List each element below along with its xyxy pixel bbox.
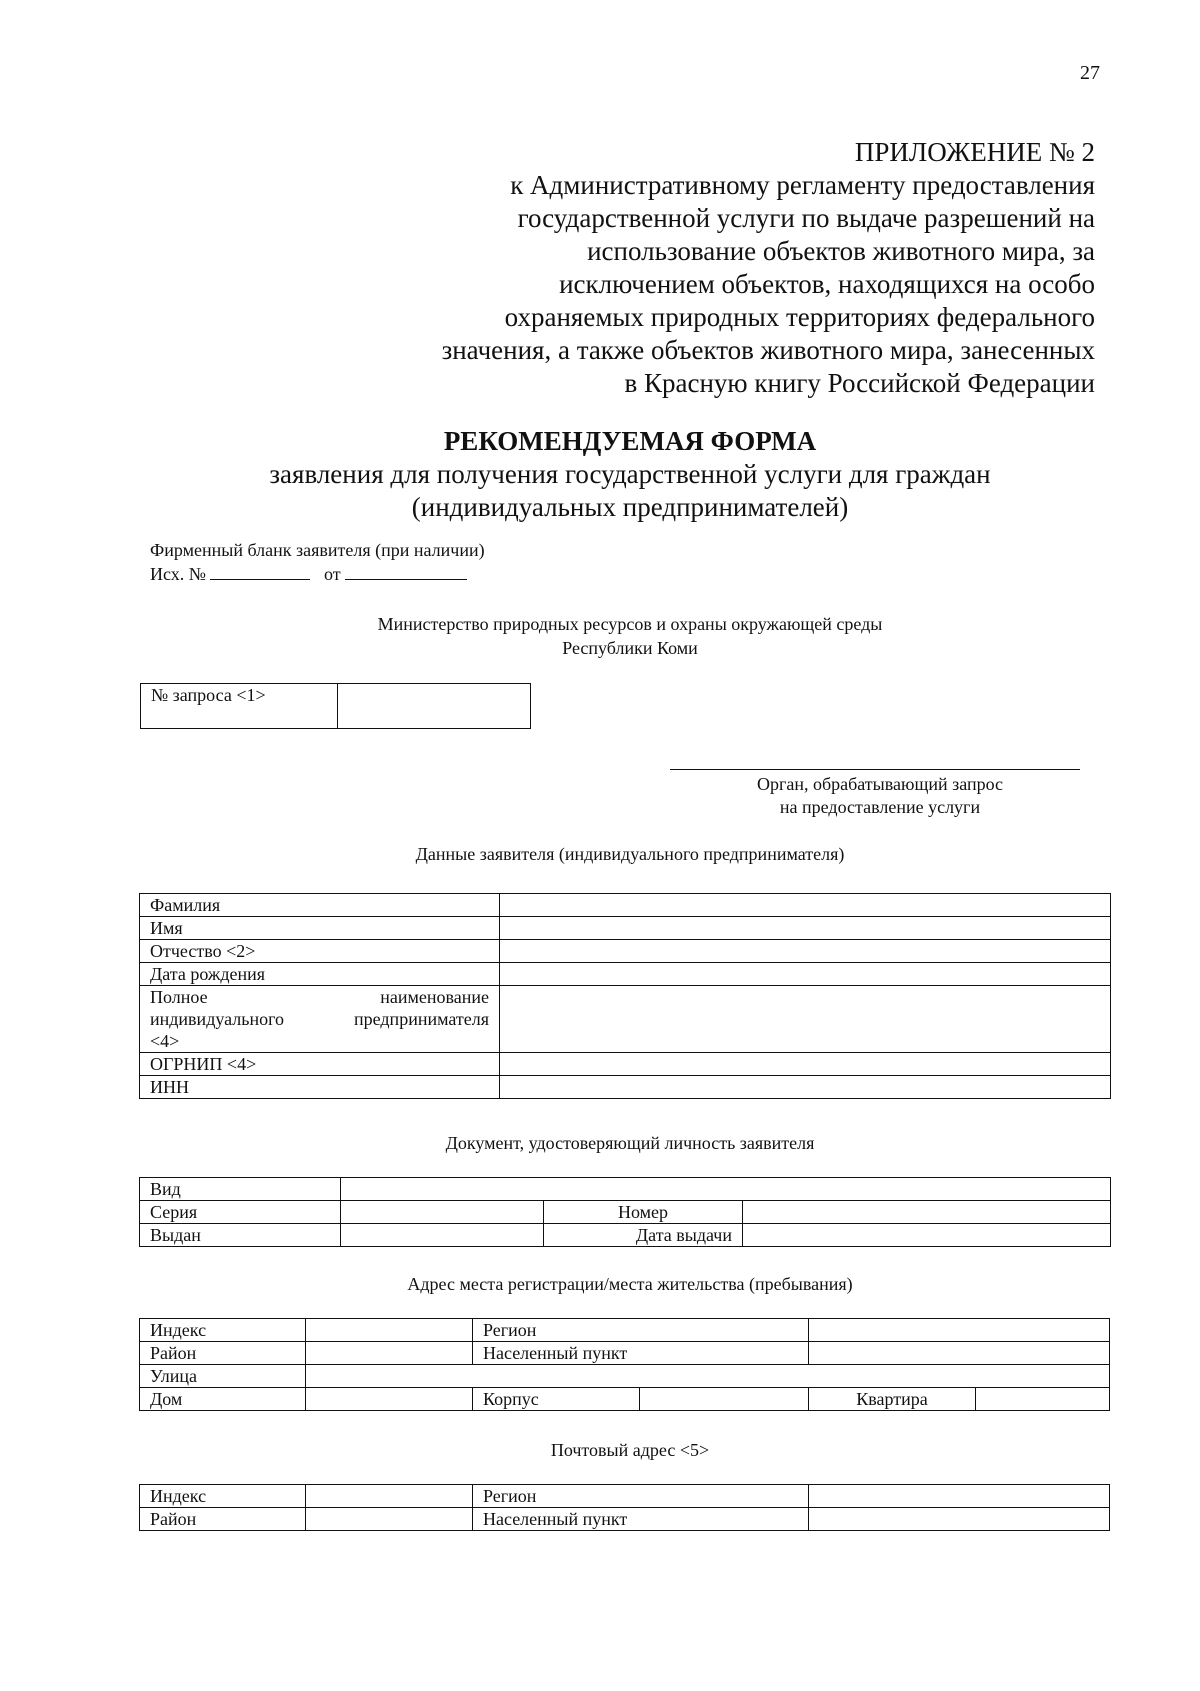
reg-district-field[interactable] [306,1342,473,1365]
doc-kind-label: Вид [140,1178,341,1201]
id-document-heading: Документ, удостоверяющий личность заявителя [445,1133,815,1153]
postal-address-heading: Почтовый адрес <5> [550,1440,710,1460]
reg-house-field[interactable] [306,1388,473,1411]
reg-region-field[interactable] [809,1319,1110,1342]
reg-index-field[interactable] [306,1319,473,1342]
form-subtitle-line: (индивидуальных предпринимателей) [411,492,849,522]
full-name-label [140,986,500,1053]
reg-apartment-field[interactable] [976,1388,1110,1411]
reg-region-label: Регион [473,1319,809,1342]
reg-building-label: Корпус [473,1388,640,1411]
organ-signature-line[interactable] [670,769,1080,770]
reg-index-label: Индекс [140,1319,306,1342]
applicant-table [139,893,1111,1099]
doc-number-field[interactable] [743,1201,1111,1224]
ogrnip-label: ОГРНИП <4> [140,1053,500,1076]
post-region-label: Регион [473,1485,809,1508]
appendix-line: использование объектов животного мира, за [587,236,1095,266]
full-name-field[interactable] [500,986,1111,1053]
appendix-line: значения, а также объектов животного мира, занесенных [441,335,1095,365]
post-index-field[interactable] [306,1485,473,1508]
doc-series-field[interactable] [341,1201,544,1224]
birth-date-field[interactable] [500,963,1111,986]
reg-locality-label: Населенный пункт [473,1342,809,1365]
ministry-line: Республики Коми [562,638,698,658]
post-district-label: Район [140,1508,306,1531]
reg-building-field[interactable] [640,1388,809,1411]
processing-organ-caption [680,773,1080,819]
reg-locality-field[interactable] [809,1342,1110,1365]
appendix-line: исключением объектов, находящихся на особо [559,269,1095,299]
appendix-title: ПРИЛОЖЕНИЕ № 2 [854,137,1095,167]
doc-series-label: Серия [140,1201,341,1224]
full-name-word: индивидуального [150,1009,285,1029]
full-name-word: предпринимателя [354,1009,489,1029]
ogrnip-field[interactable] [500,1053,1111,1076]
id-document-table [139,1177,1111,1247]
appendix-header [395,136,1095,400]
patronymic-field[interactable] [500,940,1111,963]
letterhead-note: Фирменный бланк заявителя (при наличии) [150,540,485,560]
appendix-line: государственной услуги по выдаче разрешений на [517,203,1095,233]
full-name-note: <4> [150,1031,180,1051]
appendix-line: охраняемых природных территориях федерального [504,302,1095,332]
ref-date-label: от [323,564,341,584]
registration-address-heading: Адрес места регистрации/места жительства (пребывания) [407,1274,853,1294]
post-locality-field[interactable] [809,1508,1110,1531]
form-title: РЕКОМЕНДУЕМАЯ ФОРМА [443,426,817,456]
post-index-label: Индекс [140,1485,306,1508]
appendix-line: к Административному регламенту предоставления [510,170,1095,200]
reg-street-label: Улица [140,1365,306,1388]
full-name-word: Полное [150,987,208,1007]
post-region-field[interactable] [809,1485,1110,1508]
name-field[interactable] [500,917,1111,940]
reg-house-label: Дом [140,1388,306,1411]
form-subtitle [0,458,1200,524]
full-name-word: наименование [380,987,489,1007]
reg-street-field[interactable] [306,1365,1110,1388]
inn-label: ИНН [140,1076,500,1099]
applicant-heading: Данные заявителя (индивидуального предпринимателя) [415,844,845,864]
page-number: 27 [1080,62,1100,84]
doc-issued-by-label: Выдан [140,1224,341,1247]
doc-number-label: Номер [544,1201,743,1224]
post-locality-label: Населенный пункт [473,1508,809,1531]
surname-field[interactable] [500,894,1111,917]
form-subtitle-line: заявления для получения государственной услуги для граждан [269,459,991,489]
reg-district-label: Район [140,1342,306,1365]
doc-issued-by-field[interactable] [341,1224,544,1247]
request-number-field[interactable] [338,684,531,729]
post-district-field[interactable] [306,1508,473,1531]
organ-line: Орган, обрабатывающий запрос [756,774,1004,794]
name-label: Имя [140,917,500,940]
doc-kind-field[interactable] [341,1178,1111,1201]
outgoing-ref [150,563,467,585]
request-number-label: № запроса <1> [141,684,338,729]
doc-issue-date-label: Дата выдачи [544,1224,743,1247]
appendix-line: в Красную книгу Российской Федерации [624,368,1095,398]
surname-label: Фамилия [140,894,500,917]
reg-apartment-label: Квартира [809,1388,976,1411]
organ-line: на предоставление услуги [779,797,981,817]
doc-issue-date-field[interactable] [743,1224,1111,1247]
recipient-ministry [0,612,1200,660]
birth-date-label: Дата рождения [140,963,500,986]
ministry-line: Министерство природных ресурсов и охраны окружающей среды [377,614,883,634]
patronymic-label: Отчество <2> [140,940,500,963]
request-number-table [140,683,531,729]
ref-number-field[interactable] [210,563,310,580]
postal-address-table [139,1484,1110,1531]
inn-field[interactable] [500,1076,1111,1099]
registration-address-table [139,1318,1110,1411]
ref-date-field[interactable] [345,563,467,580]
ref-number-label: Исх. № [150,564,206,584]
